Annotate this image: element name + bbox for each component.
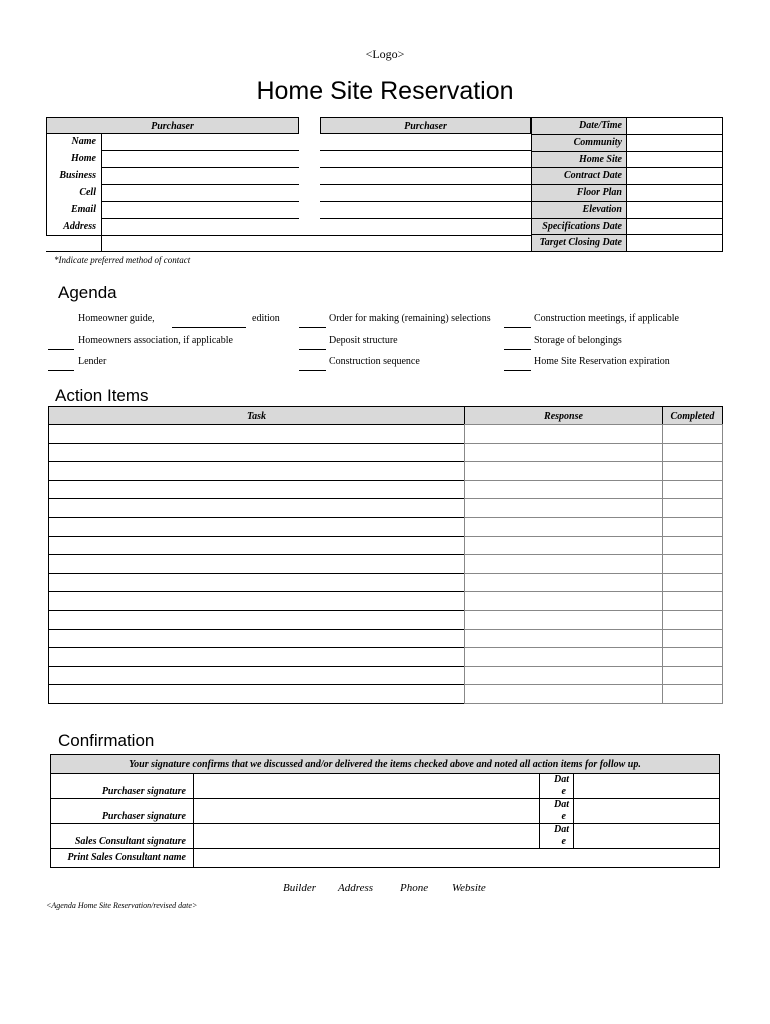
page-title: Home Site Reservation <box>256 77 514 105</box>
action-cell-completed[interactable] <box>662 647 723 667</box>
action-cell-response[interactable] <box>464 443 663 463</box>
action-cell-task[interactable] <box>48 684 465 704</box>
community-field-label: Specifications Date <box>531 218 627 236</box>
signature-label: Sales Consultant signature <box>74 836 186 847</box>
agenda-item: Lender <box>78 356 107 367</box>
purchaser-1-input[interactable] <box>102 184 299 185</box>
action-cell-response[interactable] <box>464 573 663 593</box>
community-field-input[interactable] <box>626 234 723 252</box>
community-field-input[interactable] <box>626 201 723 219</box>
purchaser-2-input[interactable] <box>320 218 531 219</box>
signature-label: Purchaser signature <box>101 786 186 797</box>
action-cell-task[interactable] <box>48 498 465 518</box>
action-cell-completed[interactable] <box>662 554 723 574</box>
address-input-2[interactable] <box>102 251 531 252</box>
purchaser-field-label: Home <box>71 153 96 164</box>
date-label-bottom: e <box>561 786 566 797</box>
confirmation-title: Confirmation <box>58 731 155 750</box>
footer-address: Address <box>338 882 374 894</box>
purchaser-1-header: Purchaser <box>46 117 299 134</box>
action-cell-response[interactable] <box>464 610 663 630</box>
purchaser-field-label: Business <box>59 170 96 181</box>
action-cell-task[interactable] <box>48 666 465 686</box>
signature-input[interactable] <box>193 823 540 849</box>
date-input[interactable] <box>573 773 720 799</box>
action-cell-completed[interactable] <box>662 461 723 481</box>
agenda-item: Homeowner guide, <box>78 313 155 324</box>
community-field-input[interactable] <box>626 167 723 185</box>
community-field-input[interactable] <box>626 134 723 152</box>
purchaser-field-label: Address <box>63 221 96 232</box>
agenda-checkbox[interactable] <box>48 370 74 371</box>
action-cell-response[interactable] <box>464 517 663 537</box>
purchaser-2-input[interactable] <box>320 150 531 151</box>
footer-builder: Builder <box>283 882 316 894</box>
agenda-checkbox[interactable] <box>48 349 74 350</box>
edition-label: edition <box>252 313 280 324</box>
action-cell-response[interactable] <box>464 498 663 518</box>
action-cell-task[interactable] <box>48 517 465 537</box>
action-cell-task[interactable] <box>48 647 465 667</box>
purchaser-field-label: Name <box>71 136 96 147</box>
action-cell-response[interactable] <box>464 554 663 574</box>
purchaser-1-input[interactable] <box>102 150 299 151</box>
action-header-response: Response <box>464 406 663 425</box>
purchaser-2-input[interactable] <box>320 167 531 168</box>
action-cell-task[interactable] <box>48 610 465 630</box>
agenda-checkbox[interactable] <box>299 349 326 350</box>
footer-phone: Phone <box>400 882 429 894</box>
action-header-task: Task <box>48 406 465 425</box>
signature-input[interactable] <box>193 773 540 799</box>
purchaser-2-input[interactable] <box>320 201 531 202</box>
address-input-1[interactable] <box>102 235 531 236</box>
community-field-label: Date/Time <box>531 117 627 135</box>
community-field-label: Target Closing Date <box>531 234 627 252</box>
action-cell-task[interactable] <box>48 424 465 444</box>
date-input[interactable] <box>573 823 720 849</box>
agenda-item: Home Site Reservation expiration <box>534 356 670 367</box>
community-field-input[interactable] <box>626 184 723 202</box>
footer-website: Website <box>452 882 486 894</box>
action-cell-completed[interactable] <box>662 591 723 611</box>
agenda-checkbox[interactable] <box>504 370 531 371</box>
date-label-top: Dat <box>554 799 569 810</box>
date-label-bottom: e <box>561 836 566 847</box>
purchaser-2-input[interactable] <box>320 184 531 185</box>
community-field-label: Contract Date <box>531 167 627 185</box>
date-label-bottom: e <box>561 811 566 822</box>
agenda-item: Homeowners association, if applicable <box>78 335 233 346</box>
action-cell-response[interactable] <box>464 480 663 500</box>
action-cell-response[interactable] <box>464 591 663 611</box>
agenda-item: Construction meetings, if applicable <box>534 313 679 324</box>
confirmation-statement: Your signature confirms that we discussed and/or delivered the items checked above and noted all action items for follow up. <box>50 754 720 774</box>
action-header-completed: Completed <box>662 406 723 425</box>
action-cell-response[interactable] <box>464 536 663 556</box>
action-cell-completed[interactable] <box>662 480 723 500</box>
action-cell-task[interactable] <box>48 443 465 463</box>
agenda-checkbox[interactable] <box>504 349 531 350</box>
date-label-top: Dat <box>554 774 569 785</box>
community-field-input[interactable] <box>626 117 723 135</box>
action-cell-task[interactable] <box>48 554 465 574</box>
purchaser-1-input[interactable] <box>102 218 299 219</box>
contact-note: *Indicate preferred method of contact <box>54 255 191 265</box>
agenda-item: Order for making (remaining) selections <box>329 313 491 324</box>
action-cell-response[interactable] <box>464 684 663 704</box>
action-cell-completed[interactable] <box>662 424 723 444</box>
action-cell-completed[interactable] <box>662 536 723 556</box>
logo-placeholder: <Logo> <box>365 47 405 61</box>
action-cell-task[interactable] <box>48 480 465 500</box>
community-field-input[interactable] <box>626 151 723 169</box>
divider <box>46 251 102 252</box>
signature-input[interactable] <box>193 798 540 824</box>
agenda-checkbox[interactable] <box>504 327 531 328</box>
agenda-checkbox[interactable] <box>299 370 326 371</box>
divider <box>101 219 102 252</box>
purchaser-1-input[interactable] <box>102 201 299 202</box>
action-cell-completed[interactable] <box>662 666 723 686</box>
action-cell-task[interactable] <box>48 536 465 556</box>
action-cell-task[interactable] <box>48 629 465 649</box>
print-name-input[interactable] <box>193 848 720 868</box>
action-items-title: Action Items <box>55 386 149 405</box>
purchaser-field-label: Cell <box>79 187 96 198</box>
action-cell-response[interactable] <box>464 461 663 481</box>
action-cell-completed[interactable] <box>662 517 723 537</box>
action-cell-completed[interactable] <box>662 573 723 593</box>
agenda-item: Storage of belongings <box>534 335 622 346</box>
community-field-input[interactable] <box>626 218 723 236</box>
community-field-label: Home Site <box>531 151 627 169</box>
edition-input[interactable] <box>172 327 246 328</box>
signature-label: Purchaser signature <box>101 811 186 822</box>
date-label-top: Dat <box>554 824 569 835</box>
community-field-label: Community <box>531 134 627 152</box>
agenda-title: Agenda <box>58 283 117 302</box>
action-cell-task[interactable] <box>48 573 465 593</box>
agenda-checkbox[interactable] <box>299 327 326 328</box>
purchaser-1-input[interactable] <box>102 167 299 168</box>
purchaser-2-header: Purchaser <box>320 117 531 134</box>
community-field-label: Elevation <box>531 201 627 219</box>
action-cell-task[interactable] <box>48 591 465 611</box>
action-cell-response[interactable] <box>464 647 663 667</box>
print-name-label: Print Sales Consultant name <box>67 852 186 863</box>
action-cell-completed[interactable] <box>662 443 723 463</box>
purchaser-field-label: Email <box>70 204 96 215</box>
agenda-item: Construction sequence <box>329 356 420 367</box>
action-cell-completed[interactable] <box>662 610 723 630</box>
action-cell-completed[interactable] <box>662 629 723 649</box>
community-field-label: Floor Plan <box>531 184 627 202</box>
action-cell-response[interactable] <box>464 629 663 649</box>
action-cell-response[interactable] <box>464 666 663 686</box>
action-cell-completed[interactable] <box>662 684 723 704</box>
action-cell-response[interactable] <box>464 424 663 444</box>
action-cell-task[interactable] <box>48 461 465 481</box>
date-input[interactable] <box>573 798 720 824</box>
agenda-item: Deposit structure <box>329 335 398 346</box>
action-cell-completed[interactable] <box>662 498 723 518</box>
revision-note: <Agenda Home Site Reservation/revised date> <box>46 901 198 910</box>
